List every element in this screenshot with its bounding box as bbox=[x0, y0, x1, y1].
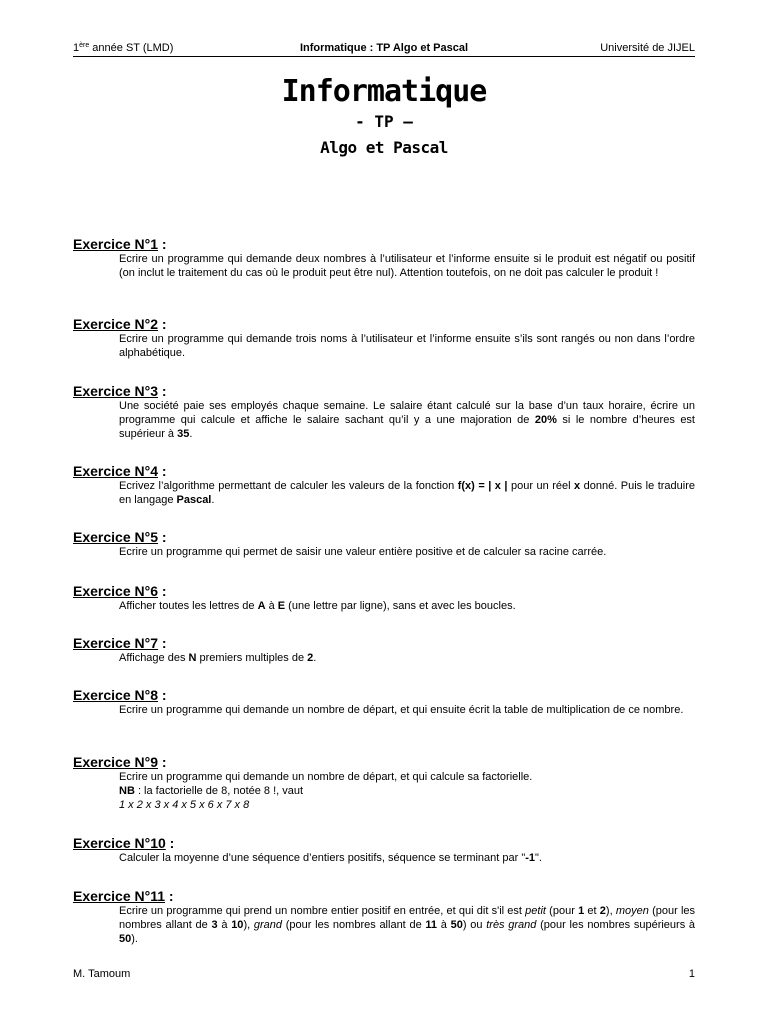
document-subtitle: Algo et Pascal bbox=[320, 138, 448, 157]
document-title: Informatique bbox=[281, 74, 487, 109]
exercise-text: Affichage des N premiers multiples de 2. bbox=[119, 652, 317, 664]
exercise-10 bbox=[73, 835, 695, 865]
header-left: 1ère année ST (LMD) bbox=[73, 42, 174, 54]
exercise-heading: Exercice N°5 : bbox=[73, 529, 167, 545]
exercise-4 bbox=[73, 463, 695, 507]
exercise-9 bbox=[73, 754, 695, 812]
exercise-text: Afficher toutes les lettres de A à E (une lettre par ligne), sans et avec les boucles. bbox=[119, 600, 516, 612]
footer-author: M. Tamoum bbox=[73, 968, 131, 980]
page-number: 1 bbox=[688, 968, 695, 980]
exercise-7 bbox=[73, 635, 695, 665]
exercise-heading: Exercice N°3 : bbox=[73, 383, 167, 399]
exercise-text: Ecrire un programme qui demande trois noms à l’utilisateur et l’informe ensuite s’ils sont rangés ou non dans l’ordre alphabétique. bbox=[119, 333, 695, 359]
exercise-heading: Exercice N°6 : bbox=[73, 583, 167, 599]
exercise-heading: Exercice N°9 : bbox=[73, 754, 167, 770]
exercise-2 bbox=[73, 316, 695, 360]
exercise-heading: Exercice N°2 : bbox=[73, 316, 167, 332]
exercise-text: Une société paie ses employés chaque semaine. Le salaire étant calculé sur la base d’un taux horaire, écrire un programme qui calcule et affiche le salaire sachant qu’il y a une majoration de 20% si le nombre d’heures est supérieur à 35. bbox=[119, 400, 695, 440]
exercise-5 bbox=[73, 529, 695, 559]
exercise-11 bbox=[73, 888, 695, 946]
exercise-formula: 1 x 2 x 3 x 4 x 5 x 6 x 7 x 8 bbox=[119, 799, 250, 811]
exercise-text: Ecrire un programme qui demande un nombre de départ, et qui ensuite écrit la table de multiplication de ce nombre. bbox=[119, 704, 684, 716]
exercise-8 bbox=[73, 687, 695, 717]
header-center: Informatique : TP Algo et Pascal bbox=[299, 42, 469, 54]
exercise-text: Ecrire un programme qui demande deux nombres à l’utilisateur et l’informe ensuite si le produit est négatif ou positif (on inclut le traitement du cas où le produit peut être nul). Attention toutefois, on ne doit pas calculer le produit ! bbox=[119, 253, 695, 279]
exercise-text: Ecrire un programme qui prend un nombre entier positif en entrée, et qui dit s'il est petit (pour 1 et 2), moyen (pour les nombres allant de 3 à 10), grand (pour les nombres allant de 11 à 50) ou très grand (pour les nombres supérieurs à 50). bbox=[119, 905, 696, 945]
exercise-heading: Exercice N°8 : bbox=[73, 687, 167, 703]
exercise-heading: Exercice N°1 : bbox=[73, 236, 167, 252]
exercise-text bbox=[119, 770, 695, 812]
exercise-line: Ecrire un programme qui demande un nombre de départ, et qui calcule sa factorielle. bbox=[119, 771, 533, 783]
exercise-heading: Exercice N°10 : bbox=[73, 835, 175, 851]
exercise-text: Calculer la moyenne d’une séquence d’entiers positifs, séquence se terminant par "-1". bbox=[119, 852, 542, 864]
page-header bbox=[73, 40, 695, 57]
header-right: Université de JIJEL bbox=[600, 42, 695, 54]
exercise-text: Ecrivez l’algorithme permettant de calculer les valeurs de la fonction f(x) = | x | pour un réel x donné. Puis le traduire en langage Pascal. bbox=[119, 480, 695, 506]
exercise-note: NB : la factorielle de 8, notée 8 !, vaut bbox=[119, 785, 304, 797]
exercise-6 bbox=[73, 583, 695, 613]
title-block bbox=[0, 74, 768, 158]
exercise-text: Ecrire un programme qui permet de saisir une valeur entière positive et de calculer sa racine carrée. bbox=[119, 546, 607, 558]
exercise-1 bbox=[73, 236, 695, 280]
exercise-3 bbox=[73, 383, 695, 441]
exercise-heading: Exercice N°11 : bbox=[73, 888, 174, 904]
exercise-heading: Exercice N°4 : bbox=[73, 463, 167, 479]
exercise-heading: Exercice N°7 : bbox=[73, 635, 167, 651]
document-tp: - TP – bbox=[355, 112, 413, 131]
